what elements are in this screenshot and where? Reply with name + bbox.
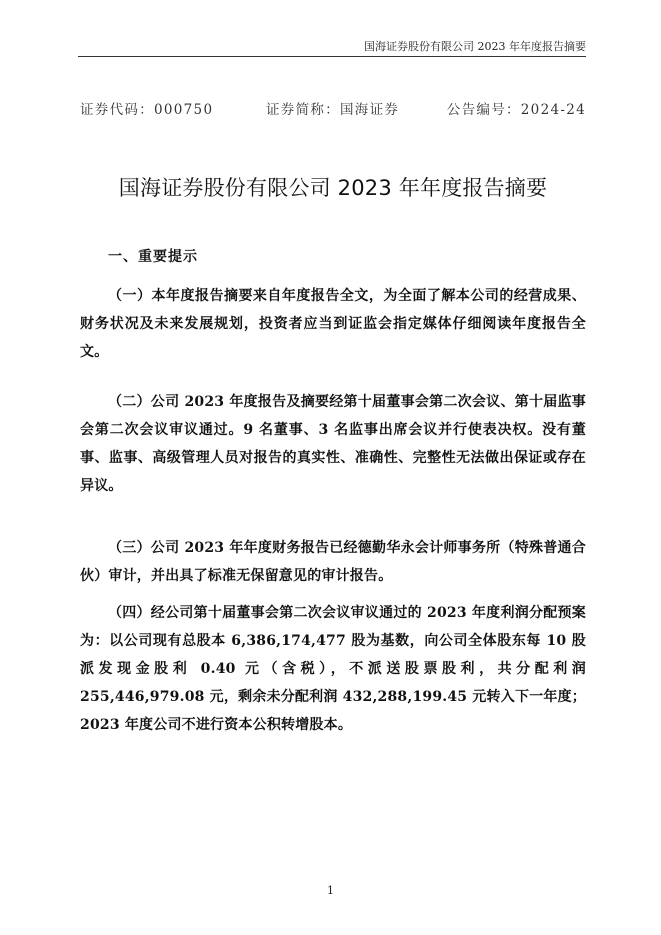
notice-paragraph-2: （二）公司 2023 年度报告及摘要经第十届董事会第二次会议、第十届监事会第二次会议审议通过。9 名董事、3 名监事出席会议并行使表决权。没有董事、监事、高级管理人员对报告的真实性、准确性、完整性无法做出保证或存在异议。 (80, 394, 586, 494)
running-header: 国海证券股份有限公司 2023 年年度报告摘要 (78, 38, 586, 57)
notice-paragraph-3: （三）公司 2023 年年度财务报告已经德勤华永会计师事务所（特殊普通合伙）审计，并出具了标准无保留意见的审计报告。 (80, 540, 586, 584)
section-heading-important-notice: 一、重要提示 (108, 249, 198, 265)
announcement-number: 公告编号：2024-24 (446, 102, 586, 118)
security-code: 证券代码：000750 (80, 102, 214, 118)
announcement-meta-row (80, 98, 586, 118)
security-abbreviation: 证券简称：国海证券 (266, 102, 400, 118)
page-number: 1 (327, 884, 334, 897)
notice-paragraph-1: （一）本年度报告摘要来自年度报告全文，为全面了解本公司的经营成果、财务状况及未来发展规划，投资者应当到证监会指定媒体仔细阅读年度报告全文。 (80, 288, 586, 360)
notice-paragraph-4: （四）经公司第十届董事会第二次会议审议通过的 2023 年度利润分配预案为：以公司现有总股本 6,386,174,477 股为基数，向公司全体股东每 10 股派发现金股利 0.40 元（含税），不派送股票股利，共分配利润 255,446,979.08 元，剩余未分配利润 432,288,199.45 元转入下一年度；2023 年度公司不进行资本公积转增股本。 (80, 605, 586, 733)
document-title: 国海证券股份有限公司 2023 年年度报告摘要 (118, 176, 548, 201)
